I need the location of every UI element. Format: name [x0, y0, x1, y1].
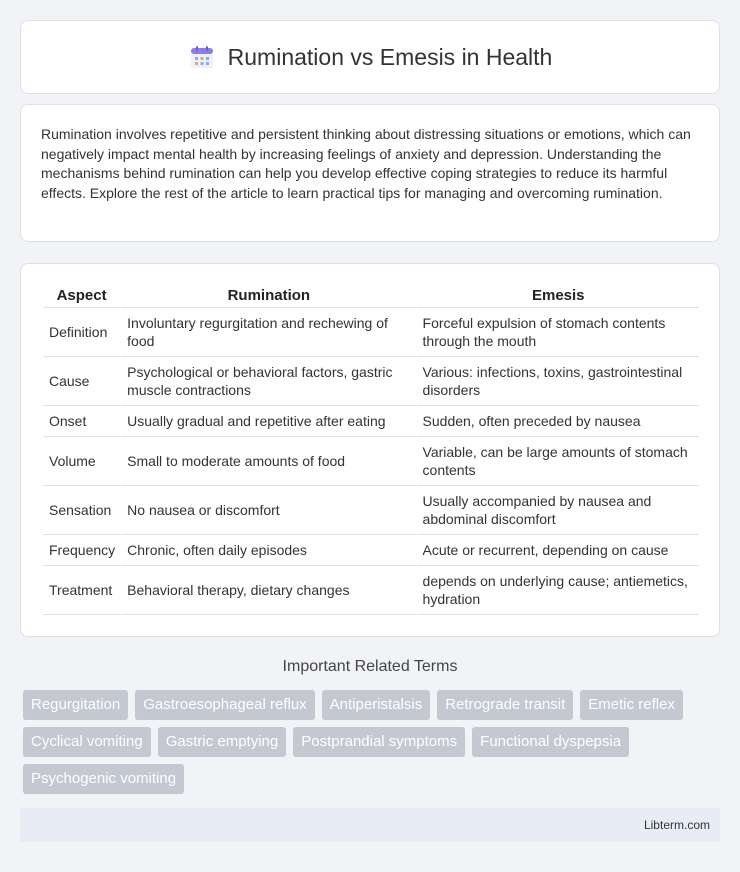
- emesis-cell: Various: infections, toxins, gastrointestinal disorders: [416, 357, 699, 406]
- page-title: Rumination vs Emesis in Health: [227, 43, 553, 70]
- header-card: [20, 20, 720, 94]
- calendar-icon: [188, 43, 216, 71]
- related-term-tag[interactable]: Gastric emptying: [158, 727, 287, 757]
- rumination-cell: Usually gradual and repetitive after eating: [120, 406, 415, 437]
- related-terms-title: Important Related Terms: [282, 658, 458, 675]
- aspect-cell: Volume: [43, 437, 120, 486]
- aspect-cell: Cause: [43, 357, 120, 406]
- emesis-cell: Acute or recurrent, depending on cause: [416, 535, 699, 566]
- table-row: [43, 357, 699, 406]
- rumination-cell: Chronic, often daily episodes: [120, 535, 415, 566]
- rumination-cell: Involuntary regurgitation and rechewing of food: [120, 308, 415, 357]
- footer-site-link[interactable]: Libterm.com: [643, 818, 710, 832]
- aspect-cell: Sensation: [43, 486, 120, 535]
- table-row: [43, 535, 699, 566]
- table-row: [43, 486, 699, 535]
- table-row: [43, 566, 699, 615]
- comparison-table: [43, 284, 699, 615]
- footer: [20, 808, 720, 842]
- table-row: [43, 308, 699, 357]
- comparison-card: [20, 263, 720, 637]
- aspect-cell: Frequency: [43, 535, 120, 566]
- header-rumination: Rumination: [120, 284, 415, 308]
- header-emesis: Emesis: [416, 284, 699, 308]
- emesis-cell: Sudden, often preceded by nausea: [416, 406, 699, 437]
- rumination-cell: Psychological or behavioral factors, gastric muscle contractions: [120, 357, 415, 406]
- rumination-cell: No nausea or discomfort: [120, 486, 415, 535]
- intro-card: [20, 104, 720, 242]
- related-term-tag[interactable]: Postprandial symptoms: [293, 727, 465, 757]
- related-terms-list: [23, 690, 723, 794]
- table-row: [43, 437, 699, 486]
- emesis-cell: Variable, can be large amounts of stomach contents: [416, 437, 699, 486]
- emesis-cell: Usually accompanied by nausea and abdominal discomfort: [416, 486, 699, 535]
- related-term-tag[interactable]: Cyclical vomiting: [23, 727, 151, 757]
- table-row: [43, 406, 699, 437]
- emesis-cell: Forceful expulsion of stomach contents through the mouth: [416, 308, 699, 357]
- related-term-tag[interactable]: Regurgitation: [23, 690, 128, 720]
- related-term-tag[interactable]: Emetic reflex: [580, 690, 683, 720]
- related-term-tag[interactable]: Functional dyspepsia: [472, 727, 629, 757]
- related-term-tag[interactable]: Gastroesophageal reflux: [135, 690, 314, 720]
- related-term-tag[interactable]: Psychogenic vomiting: [23, 764, 184, 794]
- intro-text: Rumination involves repetitive and persistent thinking about distressing situations or emotions, which can negatively impact mental health by increasing feelings of anxiety and depression. Understanding the mechanisms behind rumination can help you develop effective coping strategies to reduce its harmful effects. Explore the rest of the article to learn practical tips for managing and overcoming rumination.: [41, 126, 691, 201]
- aspect-cell: Onset: [43, 406, 120, 437]
- table-header-row: [43, 284, 699, 308]
- header-aspect: Aspect: [43, 284, 120, 308]
- rumination-cell: Small to moderate amounts of food: [120, 437, 415, 486]
- related-term-tag[interactable]: Retrograde transit: [437, 690, 573, 720]
- aspect-cell: Definition: [43, 308, 120, 357]
- rumination-cell: Behavioral therapy, dietary changes: [120, 566, 415, 615]
- emesis-cell: depends on underlying cause; antiemetics, hydration: [416, 566, 699, 615]
- aspect-cell: Treatment: [43, 566, 120, 615]
- related-term-tag[interactable]: Antiperistalsis: [322, 690, 431, 720]
